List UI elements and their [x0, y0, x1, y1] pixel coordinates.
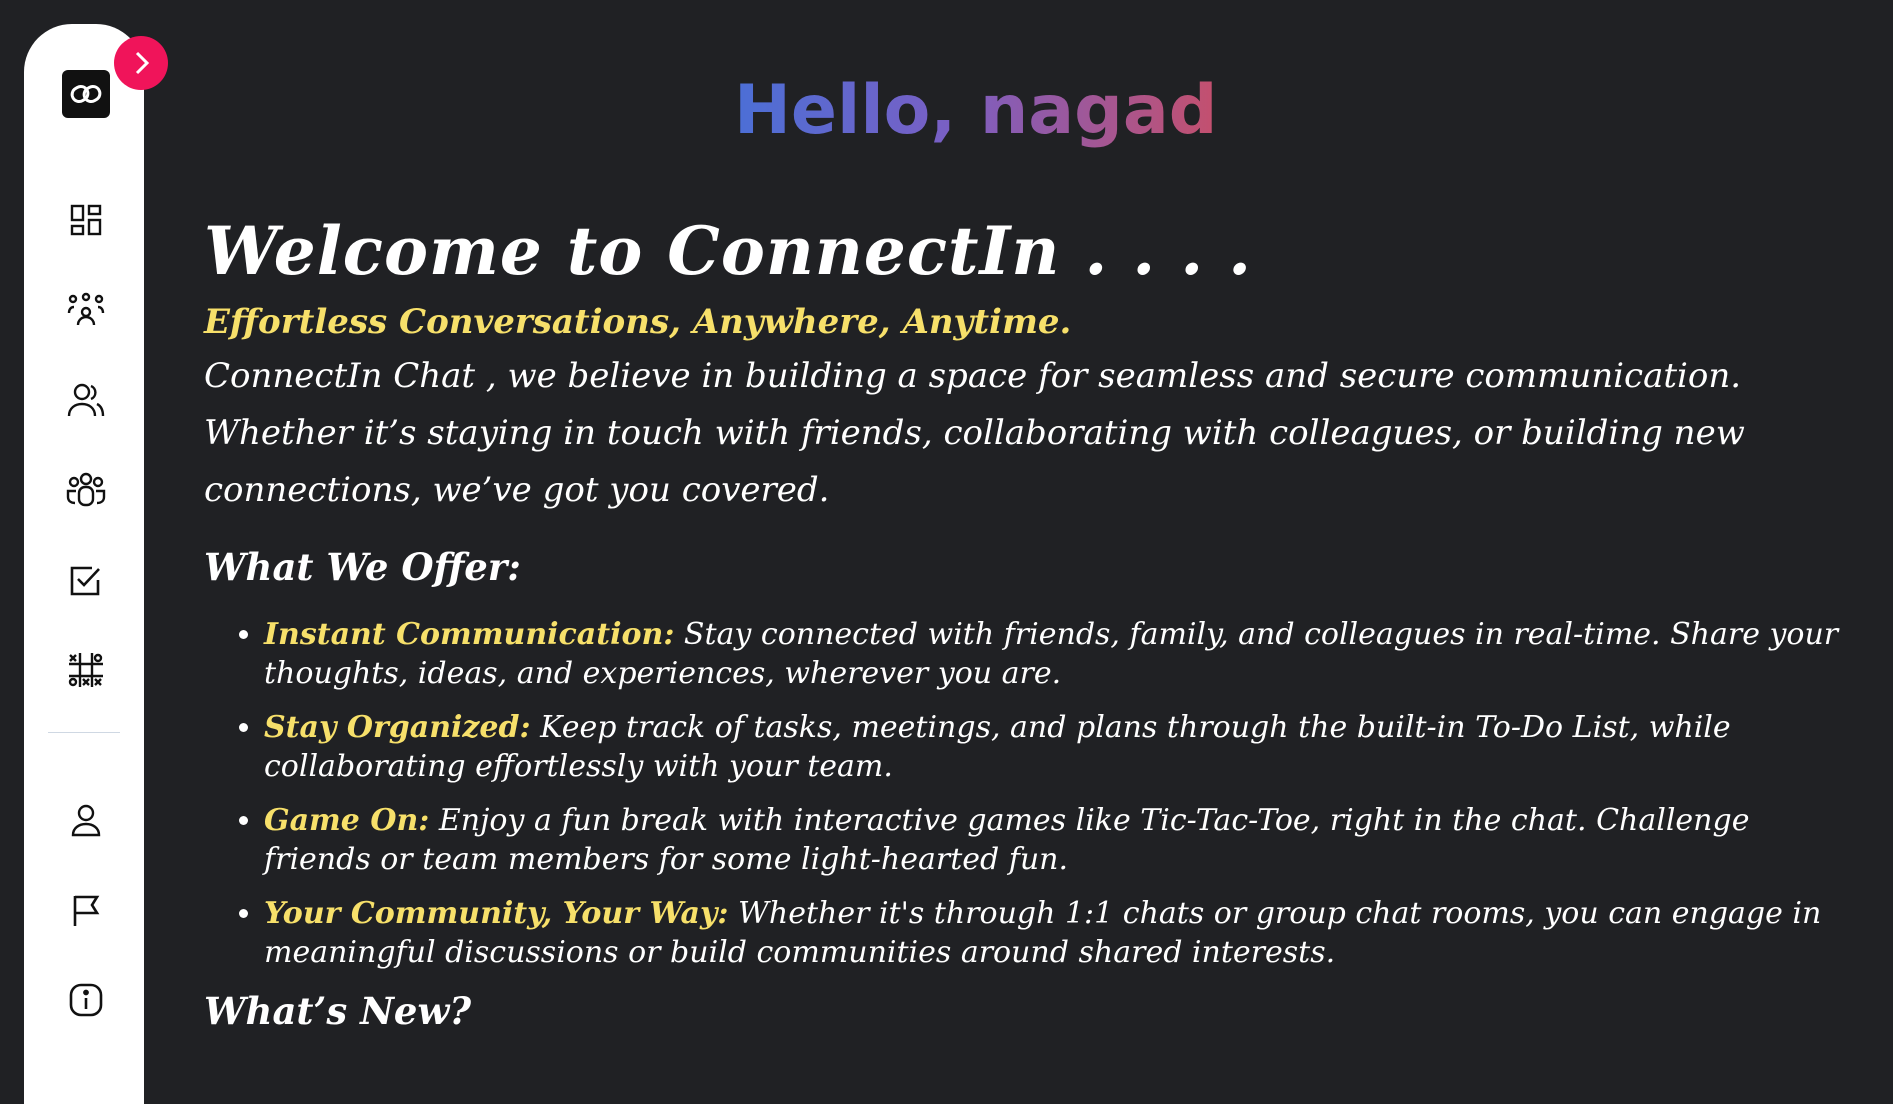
- app-logo-icon[interactable]: [62, 70, 110, 118]
- group-chat-icon[interactable]: [62, 286, 110, 334]
- profile-icon[interactable]: [62, 796, 110, 844]
- welcome-title: Welcome to ConnectIn . . . .: [204, 212, 1253, 290]
- info-icon[interactable]: [62, 976, 110, 1024]
- users-icon[interactable]: [62, 376, 110, 424]
- greeting-heading: Hello, nagad: [734, 71, 1218, 150]
- offer-item-title: Instant Communication:: [264, 617, 675, 653]
- offer-item-text: Enjoy a fun break with interactive games like Tic-Tac-Toe, right in the chat. Challenge friends or team members for some light-hearted fun.: [264, 803, 1750, 878]
- offer-item: [264, 801, 1864, 879]
- offer-item: [264, 615, 1864, 693]
- sidebar-divider: [48, 732, 120, 733]
- chevron-right-icon: [130, 50, 152, 76]
- offer-item-text: Whether it's through 1:1 chats or group chat rooms, you can engage in meaningful discussions or build communities around shared interests.: [264, 896, 1822, 971]
- welcome-section: [204, 214, 1864, 1035]
- sidebar: [24, 24, 144, 1104]
- whats-new-title: What’s New?: [204, 989, 472, 1034]
- offer-item-title: Stay Organized:: [264, 710, 531, 746]
- sidebar-toggle-button[interactable]: [114, 36, 168, 90]
- offer-item: [264, 894, 1864, 972]
- offer-item-text: Stay connected with friends, family, and colleagues in real-time. Share your thoughts, ideas, and experiences, wherever you are.: [264, 617, 1839, 692]
- tagline: Effortless Conversations, Anywhere, Anytime.: [204, 301, 1072, 342]
- report-flag-icon[interactable]: [62, 886, 110, 934]
- todo-checkbox-icon[interactable]: [62, 556, 110, 604]
- tic-tac-toe-icon[interactable]: [62, 646, 110, 694]
- dashboard-icon[interactable]: [62, 196, 110, 244]
- offer-item-text: Keep track of tasks, meetings, and plans through the built-in To-Do List, while collaborating effortlessly with your team.: [264, 710, 1731, 785]
- offer-item: [264, 708, 1864, 786]
- intro-paragraph: ConnectIn Chat , we believe in building a space for seamless and secure communication. Whether it’s staying in touch with friends, collaborating with colleagues, or building new connections, we’ve got you covered.: [204, 356, 1745, 511]
- offer-item-title: Your Community, Your Way:: [264, 896, 729, 932]
- offer-section-title: What We Offer:: [204, 545, 521, 590]
- offer-list: [204, 615, 1864, 972]
- offer-item-title: Game On:: [264, 803, 430, 839]
- community-icon[interactable]: [62, 466, 110, 514]
